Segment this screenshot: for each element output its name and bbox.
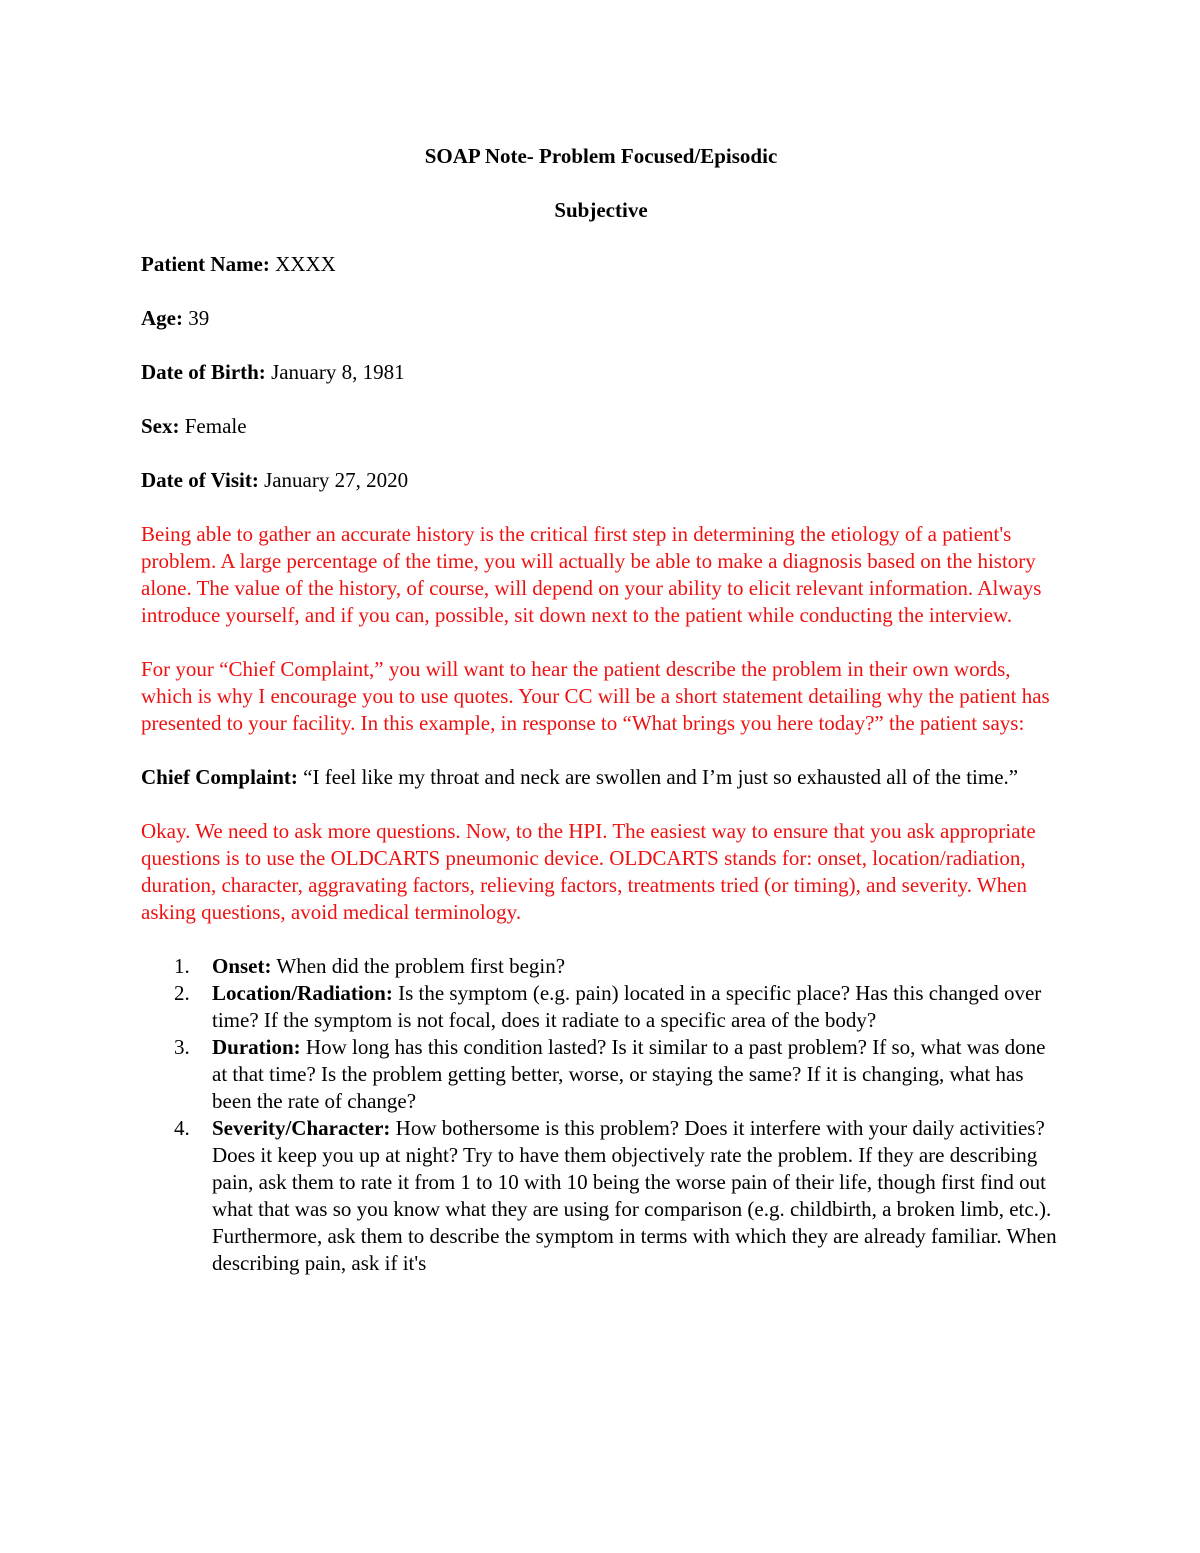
field-value: January 8, 1981 [265, 360, 405, 384]
list-item-location-radiation [141, 980, 1061, 1034]
list-item-severity-character [141, 1115, 1061, 1277]
instruction-chief-complaint: For your “Chief Complaint,” you will want to hear the patient describe the problem in their own words, which is why I encourage you to use quotes. Your CC will be a short statement detailing why the patient has presented to your facility. In this example, in response to “What brings you here today?” the patient says: [141, 657, 1050, 735]
list-label: Severity/Character: [212, 1116, 391, 1140]
list-label: Onset: [212, 954, 272, 978]
instruction-hpi: Okay. We need to ask more questions. Now, to the HPI. The easiest way to ensure that you ask appropriate questions is to use the OLDCARTS pneumonic device. OLDCARTS stands for: onset, location/radiation, duration, character, aggravating factors, relieving factors, treatments tried (or timing), and severity. When asking questions, avoid medical terminology. [141, 819, 1036, 924]
oldcarts-list [141, 953, 1061, 1277]
section-heading: Subjective [554, 198, 648, 222]
instruction-history: Being able to gather an accurate history is the critical first step in determining the etiology of a patient's problem. A large percentage of the time, you will actually be able to make a diagnosis based on the history alone. The value of the history, of course, will depend on your ability to elicit relevant information. Always introduce yourself, and if you can, possible, sit down next to the patient while conducting the interview. [141, 522, 1042, 627]
field-label: Age: [141, 306, 183, 330]
field-label: Patient Name: [141, 252, 270, 276]
list-text: How bothersome is this problem? Does it interfere with your daily activities? Does it keep you up at night? Try to have them objectively rate the problem. If they are describing pain, ask them to rate it from 1 to 10 with 10 being the worse pain of their life, though first find out what that was so you know what they are using for comparison (e.g. childbirth, a broken limb, etc.). Furthermore, ask them to describe the symptom in terms with which they are already familiar. When describing pain, ask if it's [212, 1116, 1057, 1275]
list-item-onset [141, 953, 1061, 980]
field-value: Female [179, 414, 247, 438]
document-content [141, 143, 1061, 1277]
field-sex [141, 413, 1061, 440]
chief-complaint-label: Chief Complaint: [141, 765, 298, 789]
chief-complaint-value: “I feel like my throat and neck are swollen and I’m just so exhausted all of the time.” [297, 765, 1019, 789]
field-value: January 27, 2020 [258, 468, 409, 492]
field-patient-name [141, 251, 1061, 278]
field-age [141, 305, 1061, 332]
chief-complaint [141, 764, 1061, 791]
list-number: 4. [174, 1116, 190, 1140]
field-label: Date of Birth: [141, 360, 266, 384]
list-item-duration [141, 1034, 1061, 1115]
list-number: 2. [174, 981, 190, 1005]
list-text: How long has this condition lasted? Is it similar to a past problem? If so, what was done at that time? Is the problem getting better, worse, or staying the same? If it is changing, what has been the rate of change? [212, 1035, 1046, 1113]
list-number: 1. [174, 954, 190, 978]
field-date-of-visit [141, 467, 1061, 494]
list-text: Is the symptom (e.g. pain) located in a specific place? Has this changed over time? If the symptom is not focal, does it radiate to a specific area of the body? [212, 981, 1042, 1032]
field-value: 39 [182, 306, 210, 330]
list-label: Duration: [212, 1035, 301, 1059]
field-date-of-birth [141, 359, 1061, 386]
list-label: Location/Radiation: [212, 981, 393, 1005]
list-text: When did the problem first begin? [271, 954, 566, 978]
list-number: 3. [174, 1035, 190, 1059]
document-title: SOAP Note- Problem Focused/Episodic [424, 144, 778, 168]
field-value: XXXX [269, 252, 336, 276]
field-label: Date of Visit: [141, 468, 259, 492]
field-label: Sex: [141, 414, 180, 438]
